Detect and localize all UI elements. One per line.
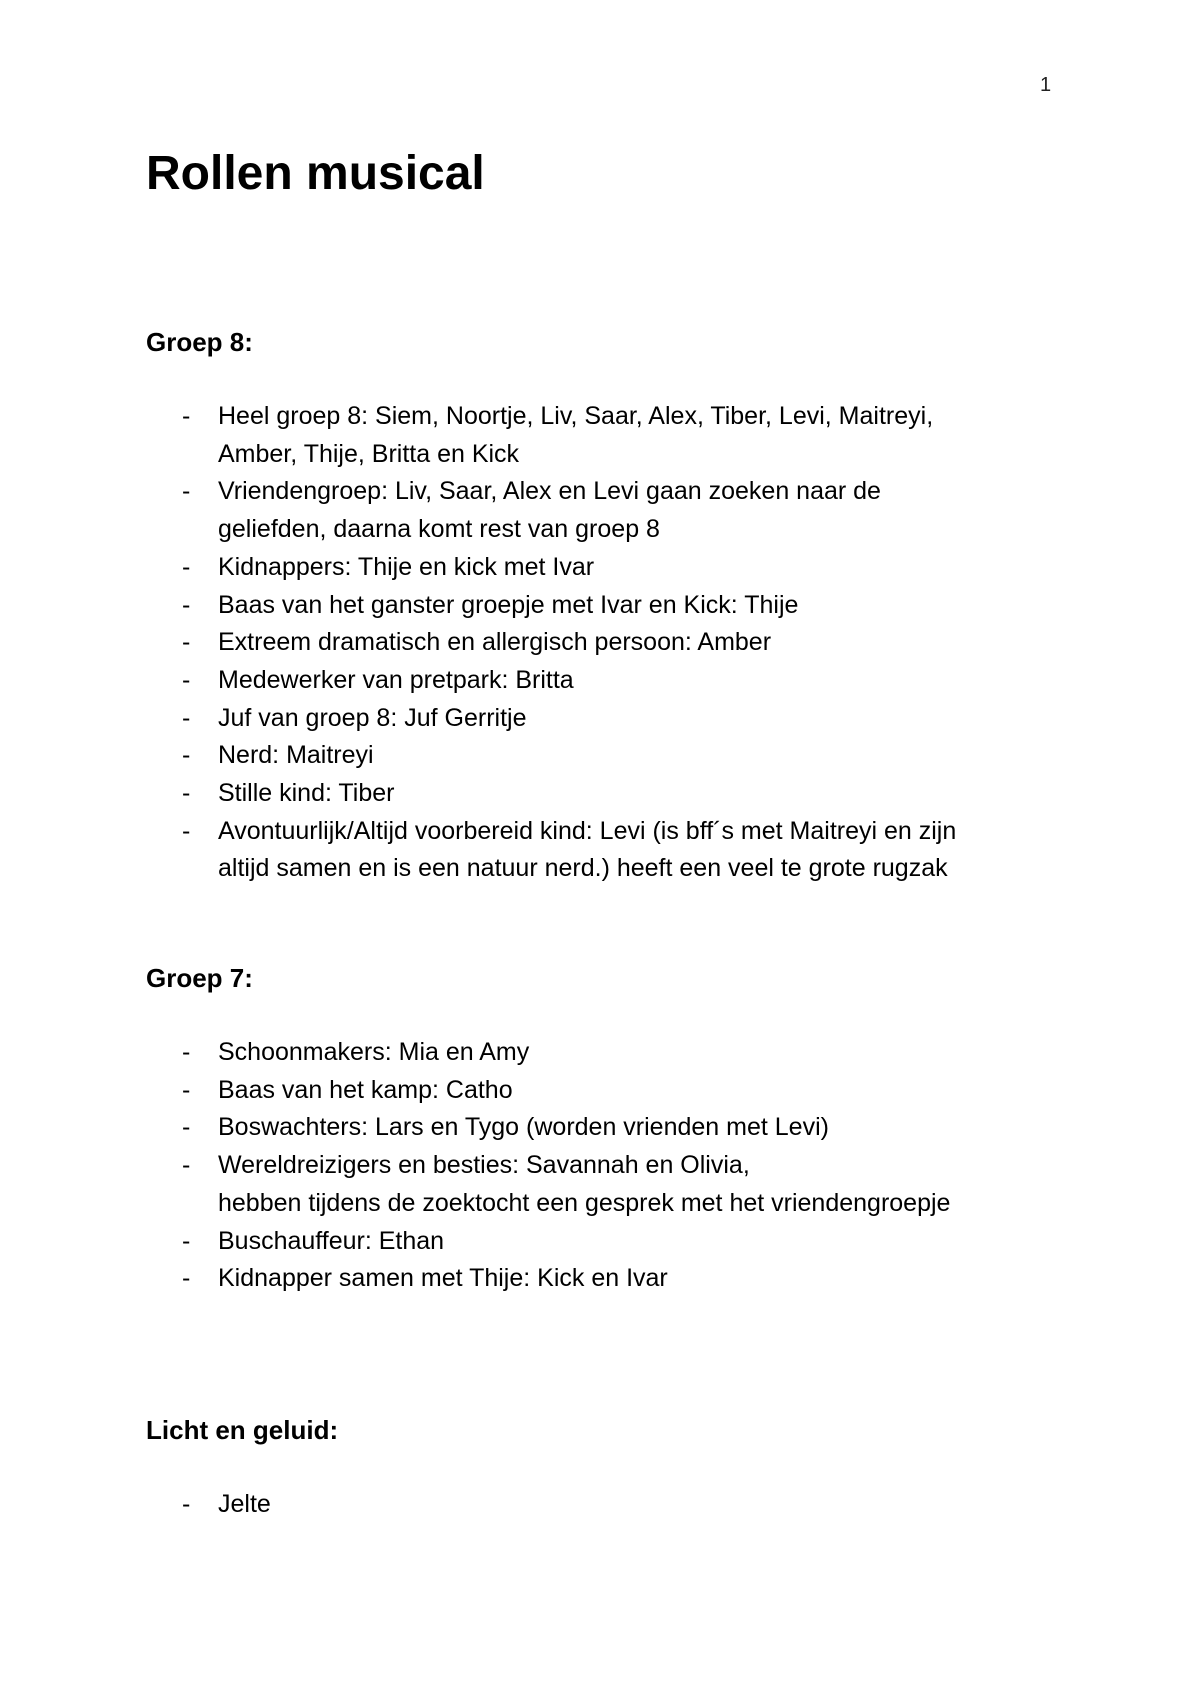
list-item xyxy=(182,398,1082,473)
bullet-dash: - xyxy=(182,665,191,694)
list-item-text: geliefden, daarna komt rest van groep 8 xyxy=(218,515,660,544)
bullet-dash: - xyxy=(182,590,191,619)
list-item xyxy=(182,813,1082,888)
section-heading-licht-en-geluid: Licht en geluid: xyxy=(146,1415,339,1445)
role-list-licht-en-geluid xyxy=(182,1486,1082,1524)
bullet-dash: - xyxy=(182,741,191,770)
bullet-dash: - xyxy=(182,552,191,581)
bullet-dash: - xyxy=(182,703,191,732)
list-item xyxy=(182,624,1082,662)
list-item-text: Kidnappers: Thije en kick met Ivar xyxy=(218,552,595,581)
list-item-text: Nerd: Maitreyi xyxy=(218,741,374,770)
list-item-text: Baas van het ganster groepje met Ivar en Kick: Thije xyxy=(218,590,799,619)
list-item-text: Boswachters: Lars en Tygo (worden vrienden met Levi) xyxy=(218,1113,829,1142)
list-item xyxy=(182,700,1082,738)
list-item xyxy=(182,1147,1082,1222)
bullet-dash: - xyxy=(182,477,191,506)
bullet-dash: - xyxy=(182,402,191,430)
list-item-text: Jelte xyxy=(218,1490,271,1518)
list-item-text: Heel groep 8: Siem, Noortje, Liv, Saar, Alex, Tiber, Levi, Maitreyi, xyxy=(218,402,934,430)
bullet-dash: - xyxy=(182,1490,191,1518)
bullet-dash: - xyxy=(182,1075,191,1104)
bullet-dash: - xyxy=(182,816,191,845)
list-item xyxy=(182,587,1082,625)
bullet-dash: - xyxy=(182,779,191,808)
list-item-text: Stille kind: Tiber xyxy=(218,779,395,808)
list-item-text: Medewerker van pretpark: Britta xyxy=(218,665,574,694)
list-item-text: hebben tijdens de zoektocht een gesprek met het vriendengroepje xyxy=(218,1188,951,1217)
list-item xyxy=(182,549,1082,587)
bullet-dash: - xyxy=(182,1226,191,1255)
list-item-text: Amber, Thije, Britta en Kick xyxy=(218,439,520,468)
bullet-dash: - xyxy=(182,1151,191,1180)
list-item xyxy=(182,473,1082,548)
list-item-text: Vriendengroep: Liv, Saar, Alex en Levi gaan zoeken naar de xyxy=(218,477,881,506)
bullet-dash: - xyxy=(182,1264,191,1293)
list-item xyxy=(182,1486,1082,1524)
bullet-dash: - xyxy=(182,1038,191,1066)
list-item-text: Avontuurlijk/Altijd voorbereid kind: Levi (is bff´s met Maitreyi en zijn xyxy=(218,816,957,845)
list-item-text: Buschauffeur: Ethan xyxy=(218,1226,445,1255)
list-item xyxy=(182,1072,1082,1110)
list-item xyxy=(182,775,1082,813)
role-list-groep-7 xyxy=(182,1034,1082,1298)
role-list-groep-8 xyxy=(182,398,1082,888)
list-item-text: Extreem dramatisch en allergisch persoon: Amber xyxy=(218,628,772,657)
list-item-text: Wereldreizigers en besties: Savannah en Olivia, xyxy=(218,1151,750,1180)
bullet-dash: - xyxy=(182,628,191,657)
list-item xyxy=(182,737,1082,775)
list-item-text: Schoonmakers: Mia en Amy xyxy=(218,1038,530,1066)
bullet-dash: - xyxy=(182,1113,191,1142)
list-item xyxy=(182,1109,1082,1147)
list-item-text: altijd samen en is een natuur nerd.) heeft een veel te grote rugzak xyxy=(218,854,948,883)
list-item xyxy=(182,662,1082,700)
page-number: 1 xyxy=(1040,74,1052,96)
list-item xyxy=(182,1034,1082,1072)
list-item xyxy=(182,1223,1082,1261)
list-item xyxy=(182,1260,1082,1298)
list-item-text: Baas van het kamp: Catho xyxy=(218,1075,513,1104)
list-item-text: Kidnapper samen met Thije: Kick en Ivar xyxy=(218,1264,668,1293)
section-heading-groep-8: Groep 8: xyxy=(146,327,253,357)
section-heading-groep-7: Groep 7: xyxy=(146,963,253,993)
document-title: Rollen musical xyxy=(146,147,485,200)
list-item-text: Juf van groep 8: Juf Gerritje xyxy=(218,703,527,732)
